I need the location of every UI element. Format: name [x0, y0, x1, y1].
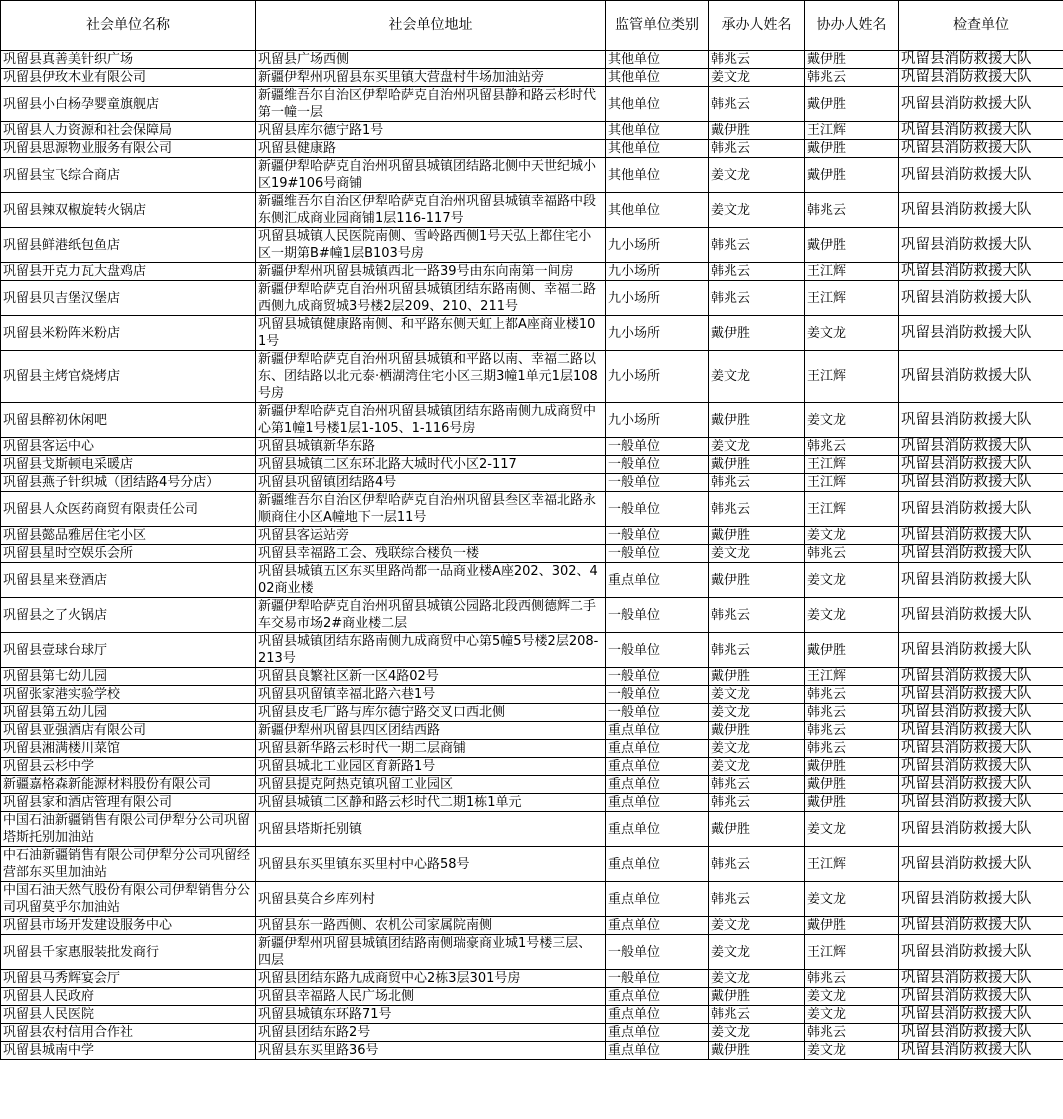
cell-unit-name: 巩留县第七幼儿园 — [1, 668, 256, 686]
cell-assistant-name: 王江辉 — [805, 281, 899, 316]
cell-unit-name: 巩留县开克力瓦大盘鸡店 — [1, 263, 256, 281]
cell-unit-address: 巩留县良繁社区新一区4路02号 — [256, 668, 606, 686]
cell-supervision-category: 重点单位 — [606, 1006, 709, 1024]
cell-unit-address: 新疆伊犁哈萨克自治州巩留县城镇团结东路南侧、幸福二路西侧九成商贸城3号楼2层209、210、211号 — [256, 281, 606, 316]
cell-supervision-category: 一般单位 — [606, 545, 709, 563]
cell-supervision-category: 其他单位 — [606, 51, 709, 69]
cell-inspection-unit: 巩留县消防救援大队 — [899, 456, 1063, 474]
cell-unit-name: 巩留县星来登酒店 — [1, 563, 256, 598]
cell-inspection-unit: 巩留县消防救援大队 — [899, 351, 1063, 403]
table-row — [1, 563, 1063, 598]
cell-unit-name: 巩留县第五幼儿园 — [1, 704, 256, 722]
table-row — [1, 122, 1063, 140]
cell-inspection-unit: 巩留县消防救援大队 — [899, 1006, 1063, 1024]
table-row — [1, 882, 1063, 917]
cell-supervision-category: 九小场所 — [606, 316, 709, 351]
cell-inspection-unit: 巩留县消防救援大队 — [899, 668, 1063, 686]
cell-handler-name: 韩兆云 — [709, 140, 805, 158]
cell-supervision-category: 重点单位 — [606, 847, 709, 882]
cell-unit-name: 巩留县湘满楼川菜馆 — [1, 740, 256, 758]
cell-inspection-unit: 巩留县消防救援大队 — [899, 281, 1063, 316]
cell-unit-name: 巩留县家和酒店管理有限公司 — [1, 794, 256, 812]
cell-handler-name: 姜文龙 — [709, 740, 805, 758]
cell-handler-name: 韩兆云 — [709, 281, 805, 316]
cell-inspection-unit: 巩留县消防救援大队 — [899, 140, 1063, 158]
cell-supervision-category: 九小场所 — [606, 228, 709, 263]
cell-unit-name: 巩留县贝吉堡汉堡店 — [1, 281, 256, 316]
cell-supervision-category: 一般单位 — [606, 598, 709, 633]
cell-handler-name: 姜文龙 — [709, 704, 805, 722]
header-row — [1, 1, 1063, 51]
cell-handler-name: 戴伊胜 — [709, 527, 805, 545]
cell-unit-name: 巩留县人民政府 — [1, 988, 256, 1006]
cell-handler-name: 姜文龙 — [709, 438, 805, 456]
cell-unit-address: 新疆伊犁哈萨克自治州巩留县城镇团结东路南侧九成商贸中心第1幢1号楼1层1-105、1-116号房 — [256, 403, 606, 438]
cell-inspection-unit: 巩留县消防救援大队 — [899, 69, 1063, 87]
cell-unit-address: 巩留县团结东路2号 — [256, 1024, 606, 1042]
cell-assistant-name: 戴伊胜 — [805, 917, 899, 935]
cell-unit-address: 巩留县库尔德宁路1号 — [256, 122, 606, 140]
cell-assistant-name: 戴伊胜 — [805, 633, 899, 668]
cell-handler-name: 姜文龙 — [709, 545, 805, 563]
cell-unit-name: 巩留县宝飞综合商店 — [1, 158, 256, 193]
cell-inspection-unit: 巩留县消防救援大队 — [899, 563, 1063, 598]
cell-inspection-unit: 巩留县消防救援大队 — [899, 935, 1063, 970]
cell-assistant-name: 戴伊胜 — [805, 228, 899, 263]
cell-supervision-category: 九小场所 — [606, 351, 709, 403]
cell-assistant-name: 韩兆云 — [805, 193, 899, 228]
cell-supervision-category: 一般单位 — [606, 527, 709, 545]
table-row — [1, 633, 1063, 668]
table-row — [1, 69, 1063, 87]
cell-assistant-name: 姜文龙 — [805, 1006, 899, 1024]
cell-supervision-category: 一般单位 — [606, 456, 709, 474]
cell-handler-name: 戴伊胜 — [709, 1042, 805, 1060]
table-row — [1, 970, 1063, 988]
cell-inspection-unit: 巩留县消防救援大队 — [899, 87, 1063, 122]
cell-unit-name: 巩留县辣双椒旋转火锅店 — [1, 193, 256, 228]
table-row — [1, 263, 1063, 281]
cell-unit-address: 巩留县城镇东环路71号 — [256, 1006, 606, 1024]
cell-unit-address: 巩留县东买里路36号 — [256, 1042, 606, 1060]
cell-handler-name: 韩兆云 — [709, 492, 805, 527]
cell-supervision-category: 一般单位 — [606, 492, 709, 527]
cell-supervision-category: 九小场所 — [606, 263, 709, 281]
cell-unit-address: 新疆伊犁州巩留县四区团结西路 — [256, 722, 606, 740]
cell-unit-address: 新疆维吾尔自治区伊犁哈萨克自治州巩留县叁区幸福北路永顺商住小区A幢地下一层11号 — [256, 492, 606, 527]
cell-supervision-category: 重点单位 — [606, 758, 709, 776]
cell-handler-name: 韩兆云 — [709, 87, 805, 122]
cell-unit-name: 巩留县懿品雅居住宅小区 — [1, 527, 256, 545]
cell-unit-name: 巩留县客运中心 — [1, 438, 256, 456]
cell-inspection-unit: 巩留县消防救援大队 — [899, 158, 1063, 193]
cell-inspection-unit: 巩留县消防救援大队 — [899, 263, 1063, 281]
cell-inspection-unit: 巩留县消防救援大队 — [899, 917, 1063, 935]
cell-supervision-category: 九小场所 — [606, 403, 709, 438]
cell-handler-name: 韩兆云 — [709, 598, 805, 633]
table-row — [1, 740, 1063, 758]
cell-inspection-unit: 巩留县消防救援大队 — [899, 193, 1063, 228]
cell-unit-address: 巩留县团结东路九成商贸中心2栋3层301号房 — [256, 970, 606, 988]
cell-unit-name: 巩留县云杉中学 — [1, 758, 256, 776]
cell-unit-address: 巩留县城镇二区东环北路大城时代小区2-117 — [256, 456, 606, 474]
cell-unit-address: 巩留县城镇二区静和路云杉时代二期1栋1单元 — [256, 794, 606, 812]
cell-unit-name: 中国石油天然气股份有限公司伊犁销售分公司巩留莫乎尔加油站 — [1, 882, 256, 917]
cell-unit-address: 巩留县城镇新华东路 — [256, 438, 606, 456]
cell-supervision-category: 重点单位 — [606, 776, 709, 794]
cell-inspection-unit: 巩留县消防救援大队 — [899, 545, 1063, 563]
cell-unit-address: 新疆伊犁州巩留县城镇团结路南侧瑞豪商业城1号楼三层、四层 — [256, 935, 606, 970]
cell-inspection-unit: 巩留县消防救援大队 — [899, 403, 1063, 438]
cell-inspection-unit: 巩留县消防救援大队 — [899, 492, 1063, 527]
cell-unit-address: 巩留县城镇团结东路南侧九成商贸中心第5幢5号楼2层208-213号 — [256, 633, 606, 668]
cell-handler-name: 姜文龙 — [709, 1024, 805, 1042]
cell-handler-name: 韩兆云 — [709, 228, 805, 263]
cell-handler-name: 韩兆云 — [709, 882, 805, 917]
cell-unit-name: 巩留县城南中学 — [1, 1042, 256, 1060]
cell-unit-name: 巩留县壹球台球厅 — [1, 633, 256, 668]
cell-handler-name: 戴伊胜 — [709, 812, 805, 847]
cell-inspection-unit: 巩留县消防救援大队 — [899, 598, 1063, 633]
table-row — [1, 794, 1063, 812]
cell-supervision-category: 一般单位 — [606, 970, 709, 988]
cell-unit-address: 新疆维吾尔自治区伊犁哈萨克自治州巩留县城镇幸福路中段东侧汇成商业园商铺1层116-117号 — [256, 193, 606, 228]
table-row — [1, 456, 1063, 474]
cell-handler-name: 韩兆云 — [709, 474, 805, 492]
cell-unit-address: 巩留县城北工业园区育新路1号 — [256, 758, 606, 776]
cell-supervision-category: 其他单位 — [606, 140, 709, 158]
cell-assistant-name: 韩兆云 — [805, 740, 899, 758]
cell-assistant-name: 王江辉 — [805, 847, 899, 882]
header-assistant-name: 协办人姓名 — [805, 1, 899, 51]
cell-unit-name: 巩留县之了火锅店 — [1, 598, 256, 633]
cell-supervision-category: 九小场所 — [606, 281, 709, 316]
cell-unit-name: 新疆嘉格森新能源材料股份有限公司 — [1, 776, 256, 794]
table-row — [1, 988, 1063, 1006]
cell-unit-address: 新疆伊犁哈萨克自治州巩留县城镇和平路以南、幸福二路以东、团结路以北元泰·栖湖湾住宅小区三期3幢1单元1层108号房 — [256, 351, 606, 403]
cell-assistant-name: 姜文龙 — [805, 598, 899, 633]
table-row — [1, 812, 1063, 847]
cell-assistant-name: 戴伊胜 — [805, 87, 899, 122]
cell-unit-name: 巩留县米粉阵米粉店 — [1, 316, 256, 351]
cell-inspection-unit: 巩留县消防救援大队 — [899, 51, 1063, 69]
cell-handler-name: 韩兆云 — [709, 263, 805, 281]
cell-inspection-unit: 巩留县消防救援大队 — [899, 316, 1063, 351]
cell-unit-address: 巩留县新华路云杉时代一期二层商铺 — [256, 740, 606, 758]
cell-unit-address: 新疆伊犁哈萨克自治州巩留县城镇公园路北段西侧德辉二手车交易市场2#商业楼二层 — [256, 598, 606, 633]
table-row — [1, 935, 1063, 970]
cell-supervision-category: 其他单位 — [606, 69, 709, 87]
table-row — [1, 1024, 1063, 1042]
cell-assistant-name: 韩兆云 — [805, 438, 899, 456]
cell-supervision-category: 一般单位 — [606, 704, 709, 722]
cell-handler-name: 戴伊胜 — [709, 668, 805, 686]
cell-unit-address: 巩留县塔斯托别镇 — [256, 812, 606, 847]
cell-assistant-name: 戴伊胜 — [805, 158, 899, 193]
cell-assistant-name: 王江辉 — [805, 492, 899, 527]
cell-supervision-category: 其他单位 — [606, 87, 709, 122]
cell-unit-name: 巩留县思源物业服务有限公司 — [1, 140, 256, 158]
cell-unit-address: 巩留县东一路西侧、农机公司家属院南侧 — [256, 917, 606, 935]
table-row — [1, 281, 1063, 316]
cell-handler-name: 姜文龙 — [709, 970, 805, 988]
cell-handler-name: 姜文龙 — [709, 193, 805, 228]
cell-unit-name: 中石油新疆销售有限公司伊犁分公司巩留经营部东买里加油站 — [1, 847, 256, 882]
cell-unit-name: 巩留县醉初休闲吧 — [1, 403, 256, 438]
cell-supervision-category: 一般单位 — [606, 935, 709, 970]
cell-unit-name: 中国石油新疆销售有限公司伊犁分公司巩留塔斯托别加油站 — [1, 812, 256, 847]
table-row — [1, 545, 1063, 563]
cell-assistant-name: 王江辉 — [805, 122, 899, 140]
cell-unit-name: 巩留县人民医院 — [1, 1006, 256, 1024]
cell-assistant-name: 韩兆云 — [805, 704, 899, 722]
table-row — [1, 917, 1063, 935]
cell-inspection-unit: 巩留县消防救援大队 — [899, 847, 1063, 882]
cell-supervision-category: 重点单位 — [606, 794, 709, 812]
table-row — [1, 87, 1063, 122]
header-unit-name: 社会单位名称 — [1, 1, 256, 51]
cell-supervision-category: 一般单位 — [606, 474, 709, 492]
cell-unit-name: 巩留县伊玫木业有限公司 — [1, 69, 256, 87]
cell-supervision-category: 一般单位 — [606, 686, 709, 704]
cell-assistant-name: 戴伊胜 — [805, 140, 899, 158]
table-row — [1, 316, 1063, 351]
cell-unit-name: 巩留县真善美针织广场 — [1, 51, 256, 69]
cell-supervision-category: 重点单位 — [606, 917, 709, 935]
cell-unit-address: 巩留县城镇人民医院南侧、雪岭路西侧1号天弘上都住宅小区一期第B#幢1层B103号房 — [256, 228, 606, 263]
cell-handler-name: 韩兆云 — [709, 847, 805, 882]
cell-inspection-unit: 巩留县消防救援大队 — [899, 704, 1063, 722]
table-row — [1, 722, 1063, 740]
cell-inspection-unit: 巩留县消防救援大队 — [899, 1024, 1063, 1042]
cell-supervision-category: 重点单位 — [606, 722, 709, 740]
cell-handler-name: 戴伊胜 — [709, 456, 805, 474]
cell-handler-name: 姜文龙 — [709, 158, 805, 193]
cell-assistant-name: 戴伊胜 — [805, 758, 899, 776]
cell-unit-name: 巩留县鲜港纸包鱼店 — [1, 228, 256, 263]
cell-handler-name: 戴伊胜 — [709, 122, 805, 140]
cell-unit-name: 巩留县市场开发建设服务中心 — [1, 917, 256, 935]
cell-unit-name: 巩留县星时空娱乐会所 — [1, 545, 256, 563]
cell-assistant-name: 王江辉 — [805, 935, 899, 970]
table-row — [1, 193, 1063, 228]
cell-assistant-name: 王江辉 — [805, 668, 899, 686]
cell-unit-address: 巩留县健康路 — [256, 140, 606, 158]
header-handler-name: 承办人姓名 — [709, 1, 805, 51]
cell-assistant-name: 姜文龙 — [805, 882, 899, 917]
cell-assistant-name: 王江辉 — [805, 263, 899, 281]
cell-handler-name: 戴伊胜 — [709, 988, 805, 1006]
cell-handler-name: 姜文龙 — [709, 758, 805, 776]
cell-inspection-unit: 巩留县消防救援大队 — [899, 474, 1063, 492]
cell-assistant-name: 姜文龙 — [805, 316, 899, 351]
cell-unit-address: 巩留县幸福路人民广场北侧 — [256, 988, 606, 1006]
cell-inspection-unit: 巩留县消防救援大队 — [899, 122, 1063, 140]
cell-assistant-name: 姜文龙 — [805, 812, 899, 847]
table-row — [1, 228, 1063, 263]
table-row — [1, 438, 1063, 456]
cell-unit-address: 巩留县巩留镇幸福北路六巷1号 — [256, 686, 606, 704]
cell-handler-name: 戴伊胜 — [709, 563, 805, 598]
table-row — [1, 668, 1063, 686]
table-row — [1, 598, 1063, 633]
cell-inspection-unit: 巩留县消防救援大队 — [899, 988, 1063, 1006]
cell-inspection-unit: 巩留县消防救援大队 — [899, 740, 1063, 758]
cell-supervision-category: 其他单位 — [606, 193, 709, 228]
cell-inspection-unit: 巩留县消防救援大队 — [899, 228, 1063, 263]
cell-supervision-category: 重点单位 — [606, 740, 709, 758]
cell-handler-name: 戴伊胜 — [709, 403, 805, 438]
cell-assistant-name: 姜文龙 — [805, 988, 899, 1006]
cell-assistant-name: 韩兆云 — [805, 722, 899, 740]
table-row — [1, 1006, 1063, 1024]
cell-assistant-name: 姜文龙 — [805, 563, 899, 598]
cell-inspection-unit: 巩留县消防救援大队 — [899, 686, 1063, 704]
cell-inspection-unit: 巩留县消防救援大队 — [899, 1042, 1063, 1060]
cell-handler-name: 韩兆云 — [709, 794, 805, 812]
cell-unit-address: 巩留县广场西侧 — [256, 51, 606, 69]
cell-unit-address: 巩留县提克阿热克镇巩留工业园区 — [256, 776, 606, 794]
cell-unit-name: 巩留县燕子针织城（团结路4号分店） — [1, 474, 256, 492]
cell-supervision-category: 一般单位 — [606, 438, 709, 456]
cell-unit-name: 巩留县亚强酒店有限公司 — [1, 722, 256, 740]
cell-supervision-category: 其他单位 — [606, 122, 709, 140]
table-row — [1, 847, 1063, 882]
cell-handler-name: 戴伊胜 — [709, 722, 805, 740]
cell-supervision-category: 一般单位 — [606, 668, 709, 686]
table-row — [1, 758, 1063, 776]
cell-handler-name: 姜文龙 — [709, 351, 805, 403]
cell-unit-name: 巩留县千家惠服装批发商行 — [1, 935, 256, 970]
cell-unit-address: 新疆维吾尔自治区伊犁哈萨克自治州巩留县静和路云杉时代第一幢一层 — [256, 87, 606, 122]
cell-assistant-name: 王江辉 — [805, 474, 899, 492]
cell-handler-name: 韩兆云 — [709, 776, 805, 794]
table-row — [1, 527, 1063, 545]
cell-assistant-name: 韩兆云 — [805, 686, 899, 704]
cell-unit-address: 新疆伊犁州巩留县东买里镇大营盘村牛场加油站旁 — [256, 69, 606, 87]
cell-inspection-unit: 巩留县消防救援大队 — [899, 758, 1063, 776]
cell-handler-name: 韩兆云 — [709, 1006, 805, 1024]
cell-handler-name: 姜文龙 — [709, 69, 805, 87]
table-row — [1, 51, 1063, 69]
table-row — [1, 403, 1063, 438]
cell-unit-name: 巩留县马秀辉宴会厅 — [1, 970, 256, 988]
cell-unit-name: 巩留张家港实验学校 — [1, 686, 256, 704]
cell-assistant-name: 韩兆云 — [805, 545, 899, 563]
cell-inspection-unit: 巩留县消防救援大队 — [899, 527, 1063, 545]
table-body — [1, 51, 1063, 1060]
table-row — [1, 704, 1063, 722]
cell-inspection-unit: 巩留县消防救援大队 — [899, 970, 1063, 988]
cell-supervision-category: 其他单位 — [606, 158, 709, 193]
cell-handler-name: 姜文龙 — [709, 935, 805, 970]
cell-unit-address: 巩留县客运站旁 — [256, 527, 606, 545]
cell-unit-address: 新疆伊犁哈萨克自治州巩留县城镇团结路北侧中天世纪城小区19#106号商铺 — [256, 158, 606, 193]
cell-unit-name: 巩留县人力资源和社会保障局 — [1, 122, 256, 140]
cell-handler-name: 姜文龙 — [709, 686, 805, 704]
cell-assistant-name: 韩兆云 — [805, 1024, 899, 1042]
table-row — [1, 1042, 1063, 1060]
cell-inspection-unit: 巩留县消防救援大队 — [899, 812, 1063, 847]
cell-inspection-unit: 巩留县消防救援大队 — [899, 438, 1063, 456]
header-supervision-category: 监管单位类别 — [606, 1, 709, 51]
cell-assistant-name: 姜文龙 — [805, 527, 899, 545]
header-unit-address: 社会单位地址 — [256, 1, 606, 51]
cell-assistant-name: 戴伊胜 — [805, 776, 899, 794]
cell-handler-name: 姜文龙 — [709, 917, 805, 935]
cell-supervision-category: 重点单位 — [606, 812, 709, 847]
cell-unit-address: 巩留县幸福路工会、残联综合楼负一楼 — [256, 545, 606, 563]
cell-unit-name: 巩留县人众医药商贸有限责任公司 — [1, 492, 256, 527]
cell-supervision-category: 一般单位 — [606, 633, 709, 668]
cell-assistant-name: 姜文龙 — [805, 403, 899, 438]
cell-supervision-category: 重点单位 — [606, 1024, 709, 1042]
cell-inspection-unit: 巩留县消防救援大队 — [899, 776, 1063, 794]
table-row — [1, 140, 1063, 158]
table-row — [1, 158, 1063, 193]
table-row — [1, 686, 1063, 704]
cell-assistant-name: 戴伊胜 — [805, 51, 899, 69]
cell-assistant-name: 王江辉 — [805, 351, 899, 403]
cell-handler-name: 韩兆云 — [709, 633, 805, 668]
cell-unit-name: 巩留县主烤官烧烤店 — [1, 351, 256, 403]
cell-assistant-name: 王江辉 — [805, 456, 899, 474]
cell-supervision-category: 重点单位 — [606, 988, 709, 1006]
cell-unit-name: 巩留县农村信用合作社 — [1, 1024, 256, 1042]
cell-handler-name: 韩兆云 — [709, 51, 805, 69]
table-row — [1, 474, 1063, 492]
cell-inspection-unit: 巩留县消防救援大队 — [899, 633, 1063, 668]
cell-assistant-name: 戴伊胜 — [805, 794, 899, 812]
cell-unit-address: 巩留县莫合乡库列村 — [256, 882, 606, 917]
cell-supervision-category: 重点单位 — [606, 882, 709, 917]
cell-unit-address: 巩留县巩留镇团结路4号 — [256, 474, 606, 492]
header-inspection-unit: 检查单位 — [899, 1, 1063, 51]
table-row — [1, 492, 1063, 527]
cell-inspection-unit: 巩留县消防救援大队 — [899, 722, 1063, 740]
cell-inspection-unit: 巩留县消防救援大队 — [899, 794, 1063, 812]
cell-handler-name: 戴伊胜 — [709, 316, 805, 351]
table-row — [1, 351, 1063, 403]
cell-assistant-name: 韩兆云 — [805, 970, 899, 988]
cell-assistant-name: 姜文龙 — [805, 1042, 899, 1060]
table-row — [1, 776, 1063, 794]
cell-supervision-category: 重点单位 — [606, 563, 709, 598]
cell-assistant-name: 韩兆云 — [805, 69, 899, 87]
cell-unit-address: 巩留县城镇健康路南侧、和平路东侧天虹上都A座商业楼101号 — [256, 316, 606, 351]
cell-unit-address: 新疆伊犁州巩留县城镇西北一路39号由东向南第一间房 — [256, 263, 606, 281]
cell-supervision-category: 重点单位 — [606, 1042, 709, 1060]
cell-inspection-unit: 巩留县消防救援大队 — [899, 882, 1063, 917]
cell-unit-name: 巩留县戈斯顿电采暖店 — [1, 456, 256, 474]
cell-unit-name: 巩留县小白杨孕婴童旗舰店 — [1, 87, 256, 122]
cell-unit-address: 巩留县城镇五区东买里路尚都一品商业楼A座202、302、402商业楼 — [256, 563, 606, 598]
cell-unit-address: 巩留县皮毛厂路与库尔德宁路交叉口西北侧 — [256, 704, 606, 722]
cell-unit-address: 巩留县东买里镇东买里村中心路58号 — [256, 847, 606, 882]
